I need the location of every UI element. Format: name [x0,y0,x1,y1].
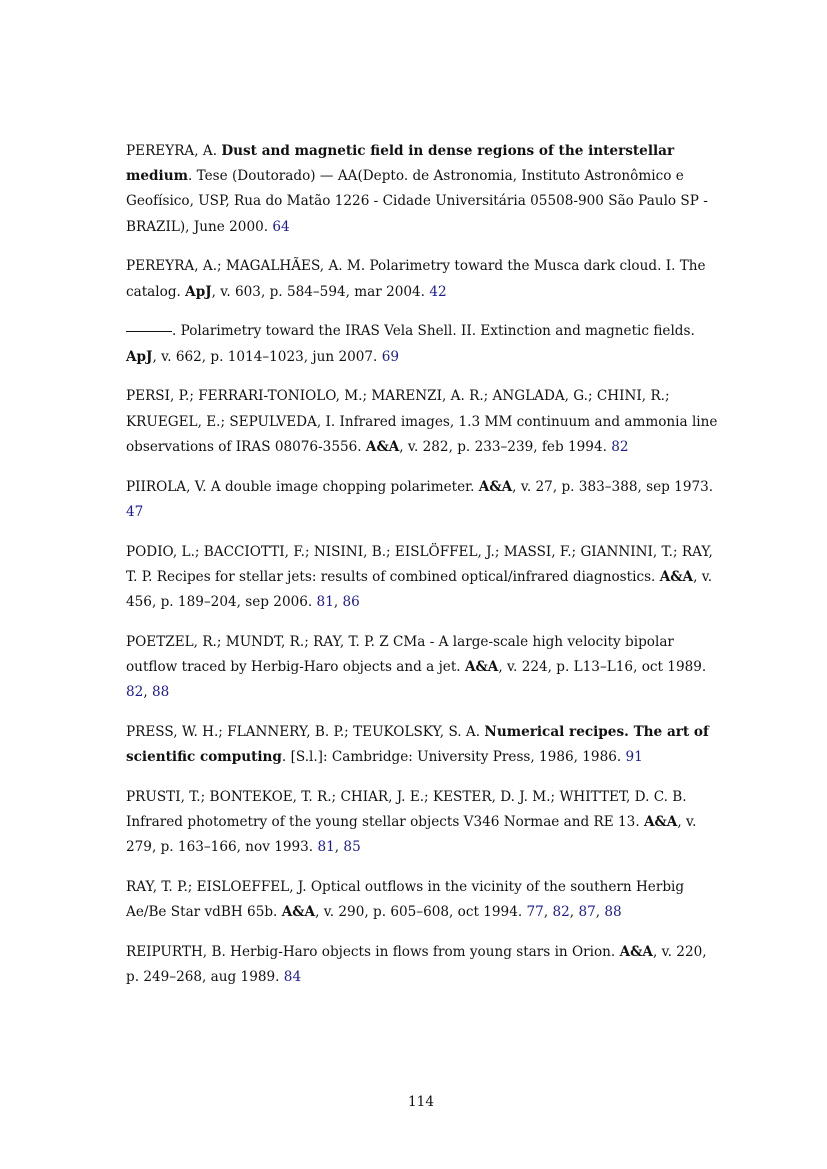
reference-text: , v. 220, p. 249–268, aug 1989. [126,944,707,986]
reference-title-bold: ApJ [126,348,153,365]
reference-entry [126,940,718,990]
reference-list [126,139,718,991]
reference-text: PEREYRA, A. [126,143,222,159]
reference-text: , v. 224, p. L13–L16, oct 1989. [498,659,707,676]
reference-title-bold: A&A [464,659,499,676]
back-reference-page-link[interactable]: 88 [604,904,622,921]
repeated-author-dash [126,331,172,332]
reference-entry: POETZEL, R.; MUNDT, R.; RAY, T. P. Z CMa - A large-scale high velocity bipolar outflow traced by Herbig-Haro objects and a jet. A&A, v. 224, p. L13–L16, oct 1989. 82, 88 [126,633,707,701]
reference-text: POETZEL, R.; MUNDT, R.; RAY, T. P. Z CMa - A large-scale high velocity bipolar outflow traced by Herbig-Haro objects and a jet. [126,633,674,676]
back-reference-page-link[interactable]: 64 [272,218,290,235]
reference-text: . Polarimetry toward the IRAS Vela Shell. II. Extinction and magnetic fields. [172,323,695,340]
back-reference-page-link[interactable]: 82 [552,904,570,921]
reference-entry [126,475,718,525]
reference-text: , v. 603, p. 584–594, mar 2004. [211,283,430,300]
back-reference-page-link[interactable]: 82 [126,684,144,701]
back-reference-page-link[interactable]: 81 [316,594,334,611]
reference-entry [126,254,718,304]
reference-text: , v. 27, p. 383–388, sep 1973. [512,478,714,495]
back-reference-page-link[interactable]: 81 [317,839,335,856]
reference-entry [126,720,718,770]
reference-entry: PODIO, L.; BACCIOTTI, F.; NISINI, B.; EISLÖFFEL, J.; MASSI, F.; GIANNINI, T.; RAY, T. P. Recipes for stellar jets: results of combined optical/infrared diagnostics. A&A, v. 456, p. 189–204, sep 2006. 81, 86 [126,543,713,611]
reference-title-bold: Dust and magnetic field in dense regions of the interstellar medium [126,143,675,185]
reference-entry: RAY, T. P.; EISLOEFFEL, J. Optical outflows in the vicinity of the southern Herbig Ae/Be Star vdBH 65b. A&A, v. 290, p. 605–608, oct 1994. 77, 82, 87, 88 [126,879,685,921]
reference-title-bold: Numerical recipes. The art of scientific computing [126,724,709,766]
reference-title-bold: A&A [619,944,653,961]
reference-title-bold: A&A [643,814,678,831]
back-reference-page-link[interactable]: 84 [283,969,302,986]
reference-text: . Tese (Doutorado) — AA(Depto. de Astronomia, Instituto Astronômico e Geofísico, USP, Rua do Matão 1226 - Cidade Universitária 05508-900 São Paulo SP - BRAZIL), June 2000. [126,168,708,235]
reference-text: , v. 456, p. 189–204, sep 2006. [126,568,713,611]
reference-text: . [S.l.]: Cambridge: University Press, 1986, 1986. [281,749,626,766]
back-reference-page-link[interactable]: 91 [625,749,643,766]
reference-text: , v. 279, p. 163–166, nov 1993. [126,814,697,856]
reference-text: PRUSTI, T.; BONTEKOE, T. R.; CHIAR, J. E.; KESTER, D. J. M.; WHITTET, D. C. B. Infrared photometry of the young stellar objects V346 Normae and RE 13. [126,789,687,831]
reference-title-bold: A&A [365,438,400,455]
reference-entry [126,319,718,369]
reference-text: PRESS, W. H.; FLANNERY, B. P.; TEUKOLSKY, S. A. [126,724,485,741]
reference-text: , v. 282, p. 233–239, feb 1994. [399,438,612,455]
reference-text: , v. 290, p. 605–608, oct 1994. [315,904,527,921]
reference-text: PODIO, L.; BACCIOTTI, F.; NISINI, B.; EISLÖFFEL, J.; MASSI, F.; GIANNINI, T.; RAY, T. P. Recipes for stellar jets: results of combined optical/infrared diagnostics. [126,543,713,585]
back-reference-page-link[interactable]: 77 [526,904,544,921]
back-reference-page-link[interactable]: 88 [151,684,170,701]
back-reference-page-link[interactable]: 47 [126,503,144,520]
reference-text: PIIROLA, V. A double image chopping polarimeter. [126,478,479,495]
back-reference-page-link[interactable]: 85 [343,839,361,856]
reference-title-bold: A&A [281,904,316,921]
reference-entry [126,139,718,240]
back-reference-page-link[interactable]: 82 [611,438,629,455]
reference-entry: PRUSTI, T.; BONTEKOE, T. R.; CHIAR, J. E.; KESTER, D. J. M.; WHITTET, D. C. B. Infrared photometry of the young stellar objects V346 Normae and RE 13. A&A, v. 279, p. 163–166, nov 1993. 81, 85 [126,789,697,856]
reference-title-bold: A&A [478,478,513,495]
reference-text: REIPURTH, B. Herbig-Haro objects in flows from young stars in Orion. [126,944,620,961]
back-reference-page-link[interactable]: 42 [429,283,447,300]
back-reference-page-link[interactable]: 86 [342,594,360,611]
reference-text: PEREYRA, A.; MAGALHÃES, A. M. Polarimetry toward the Musca dark cloud. I. The catalog. [126,258,706,300]
back-reference-page-link[interactable]: 69 [381,348,399,365]
reference-text: RAY, T. P.; EISLOEFFEL, J. Optical outflows in the vicinity of the southern Herbig Ae/Be Star vdBH 65b. [126,879,685,921]
reference-entry [126,384,718,460]
page-number: 114 [408,1094,434,1110]
back-reference-page-link[interactable]: 87 [578,904,596,921]
reference-title-bold: A&A [659,568,694,585]
reference-text: PERSI, P.; FERRARI-TONIOLO, M.; MARENZI, A. R.; ANGLADA, G.; CHINI, R.; KRUEGEL, E.; SEPULVEDA, I. Infrared images, 1.3 MM continuum and ammonia line observations of IRAS 08076-3556. [126,388,718,455]
reference-title-bold: ApJ [185,283,212,300]
reference-text: , v. 662, p. 1014–1023, jun 2007. [152,348,382,365]
